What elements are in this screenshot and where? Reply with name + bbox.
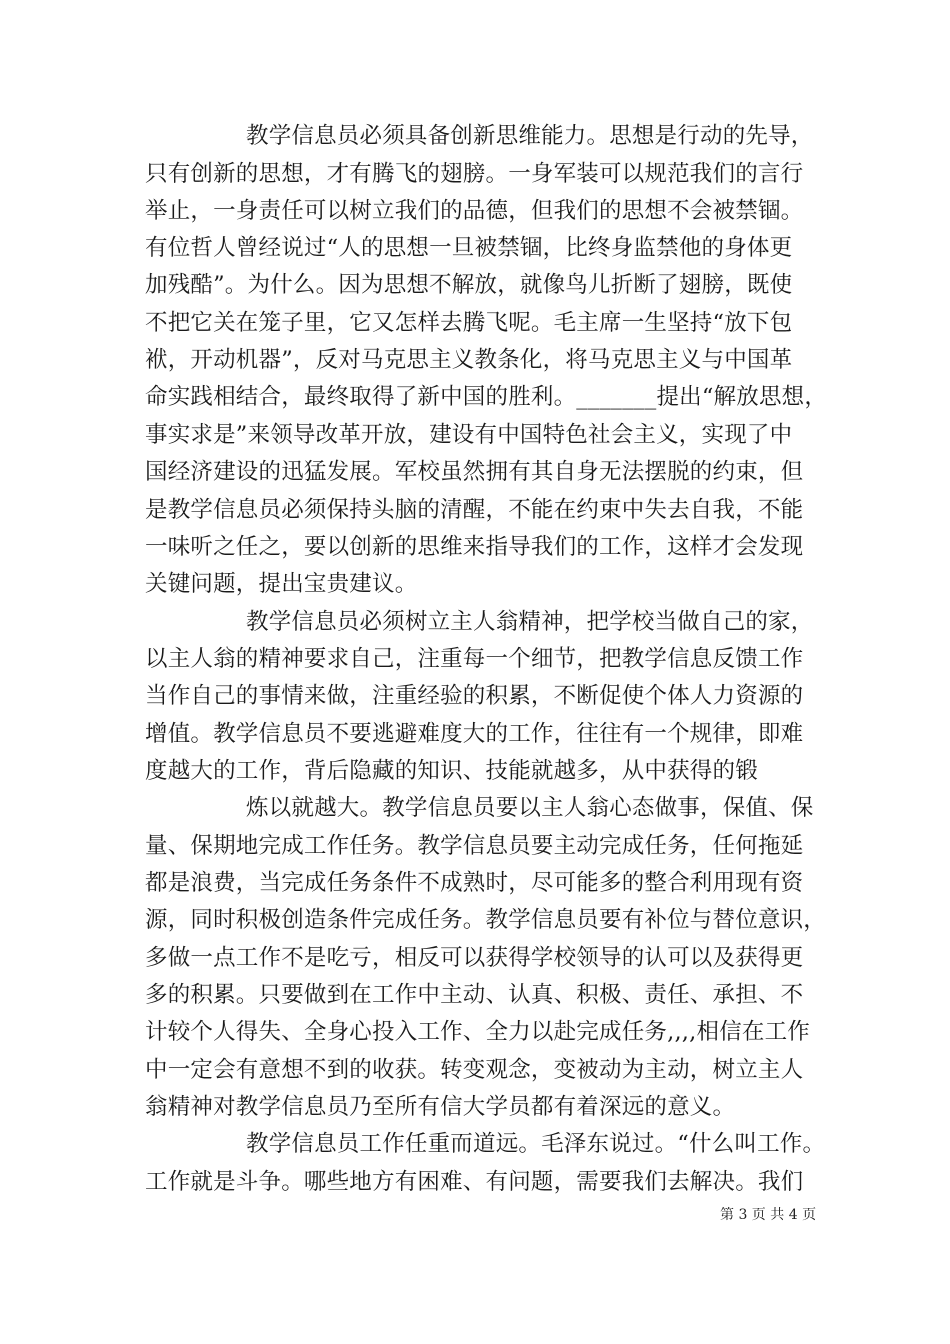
- text-line: 举止，一身责任可以树立我们的品德，但我们的思想不会被禁锢。: [145, 198, 804, 224]
- text-line: 计较个人得失、全身心投入工作、全力以赴完成任务,,,,相信在工作: [145, 1019, 811, 1045]
- text-line: 多的积累。只要做到在工作中主动、认真、积极、责任、承担、不: [145, 982, 804, 1008]
- text-line: 袱，开动机器”，反对马克思主义教条化，将马克思主义与中国革: [145, 347, 793, 373]
- text-line: 命实践相结合，最终取得了新中国的胜利。_______提出“解放思想，: [145, 384, 828, 410]
- text-line: 只有创新的思想，才有腾飞的翅膀。一身军装可以规范我们的言行: [145, 161, 804, 187]
- text-line: 翁精神对教学信息员乃至所有信大学员都有着深远的意义。: [145, 1094, 736, 1120]
- text-line: 多做一点工作不是吃亏，相反可以获得学校领导的认可以及获得更: [145, 945, 804, 971]
- text-line: 一味听之任之，要以创新的思维来指导我们的工作，这样才会发现: [145, 534, 804, 560]
- text-line: 量、保期地完成工作任务。教学信息员要主动完成任务，任何拖延: [145, 833, 804, 859]
- text-line: 教学信息员必须树立主人翁精神，把学校当做自己的家，: [246, 609, 814, 635]
- text-line: 以主人翁的精神要求自己，注重每一个细节，把教学信息反馈工作: [145, 646, 804, 672]
- text-line: 教学信息员工作任重而道远。毛泽东说过。“什么叫工作。: [246, 1131, 826, 1157]
- text-line: 都是浪费，当完成任务条件不成熟时，尽可能多的整合利用现有资: [145, 870, 804, 896]
- page-number-footer: 第 3 页 共 4 页: [720, 1207, 817, 1223]
- text-line: 度越大的工作，背后隐藏的知识、技能就越多，从中获得的锻: [145, 758, 758, 784]
- text-line: 加残酷”。为什么。因为思想不解放，就像鸟儿折断了翅膀，既使: [145, 272, 793, 298]
- text-line: 工作就是斗争。哪些地方有困难、有问题，需要我们去解决。我们: [145, 1169, 804, 1195]
- text-line: 增值。教学信息员不要逃避难度大的工作，往往有一个规律，即难: [145, 721, 804, 747]
- text-line: 源，同时积极创造条件完成任务。教学信息员要有补位与替位意识，: [145, 907, 827, 933]
- text-line: 教学信息员必须具备创新思维能力。思想是行动的先导，: [246, 123, 814, 149]
- text-line: 国经济建设的迅猛发展。军校虽然拥有其自身无法摆脱的约束，但: [145, 459, 804, 485]
- text-line: 是教学信息员必须保持头脑的清醒，不能在约束中失去自我，不能: [145, 497, 804, 523]
- text-line: 中一定会有意想不到的收获。转变观念，变被动为主动，树立主人: [145, 1057, 804, 1083]
- text-line: 当作自己的事情来做，注重经验的积累，不断促使个体人力资源的: [145, 683, 804, 709]
- text-line: 不把它关在笼子里，它又怎样去腾飞呢。毛主席一生坚持“放下包: [145, 310, 793, 336]
- text-line: 关键问题，提出宝贵建议。: [145, 571, 418, 597]
- text-line: 炼以就越大。教学信息员要以主人翁心态做事，保值、保: [246, 795, 814, 821]
- text-line: 事实求是”来领导改革开放，建设有中国特色社会主义，实现了中: [145, 422, 793, 448]
- text-line: 有位哲人曾经说过“人的思想一旦被禁锢，比终身监禁他的身体更: [145, 235, 793, 261]
